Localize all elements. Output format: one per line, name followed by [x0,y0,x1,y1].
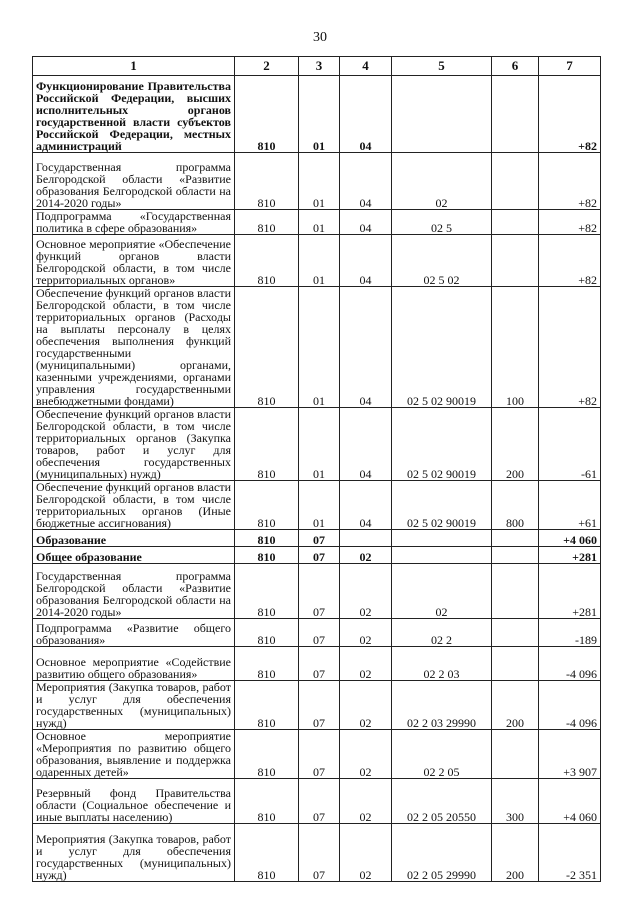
row-name: Образование [33,530,235,547]
table-row [33,779,601,824]
code-cell: 02 [340,619,392,647]
row-name: Общее образование [33,547,235,564]
column-header: 2 [235,57,299,76]
row-name: Мероприятия (Закупка товаров, работ и услуг для обеспечения государственных (муниципальных) нужд) [33,824,235,882]
code-cell [492,76,539,153]
row-name: Резервный фонд Правительства области (Социальное обеспечение и иные выплаты населению) [33,779,235,824]
column-header: 5 [392,57,492,76]
row-name: Функционирование Правительства Российской Федерации, высших исполнительных органов государственной власти субъектов Российской Федерации, местных администраций [33,76,235,153]
row-name: Подпрограмма «Развитие общего образования» [33,619,235,647]
amount-cell: -4 096 [539,681,601,730]
table-row [33,287,601,408]
table-row [33,547,601,564]
code-cell: 01 [299,76,340,153]
code-cell: 04 [340,210,392,235]
code-cell: 07 [299,530,340,547]
amount-cell: +281 [539,564,601,619]
row-name: Основное мероприятие «Обеспечение функций органов власти Белгородской области, в том числе территориальных органов» [33,235,235,287]
code-cell: 07 [299,564,340,619]
code-cell: 07 [299,647,340,681]
code-cell: 810 [235,408,299,481]
code-cell: 02 [340,681,392,730]
row-name: Государственная программа Белгородской области «Развитие образования Белгородской области на 2014-2020 годы» [33,153,235,210]
code-cell: 810 [235,647,299,681]
code-cell: 01 [299,481,340,530]
code-cell: 02 [340,564,392,619]
code-cell: 810 [235,564,299,619]
code-cell: 800 [492,481,539,530]
code-cell: 810 [235,619,299,647]
column-header: 6 [492,57,539,76]
code-cell [392,76,492,153]
code-cell: 02 2 03 29990 [392,681,492,730]
amount-cell: +4 060 [539,779,601,824]
code-cell: 02 [340,824,392,882]
code-cell: 02 [340,547,392,564]
table-row [33,235,601,287]
row-name: Мероприятия (Закупка товаров, работ и услуг для обеспечения государственных (муниципальных) нужд) [33,681,235,730]
code-cell: 04 [340,76,392,153]
code-cell: 07 [299,779,340,824]
table-row [33,824,601,882]
row-name: Обеспечение функций органов власти Белгородской области, в том числе территориальных органов (Закупка товаров, работ и услуг для обеспечения государственных (муниципальных) нужд) [33,408,235,481]
code-cell: 810 [235,681,299,730]
row-name: Основное мероприятие «Содействие развитию общего образования» [33,647,235,681]
code-cell: 02 2 05 [392,730,492,779]
amount-cell: +82 [539,235,601,287]
row-name: Обеспечение функций органов власти Белгородской области, в том числе территориальных органов (Расходы на выплаты персоналу в целях обеспечения выполнения функций государственными (муниципальными) органами, казенными учреждениями, органами управления государственными внебюджетными фондами) [33,287,235,408]
budget-table [32,56,601,882]
code-cell: 810 [235,481,299,530]
code-cell: 02 [340,647,392,681]
amount-cell: -2 351 [539,824,601,882]
code-cell: 810 [235,76,299,153]
code-cell: 02 [340,730,392,779]
code-cell: 07 [299,619,340,647]
code-cell: 01 [299,408,340,481]
amount-cell: -4 096 [539,647,601,681]
code-cell: 300 [492,779,539,824]
code-cell: 810 [235,210,299,235]
amount-cell: -61 [539,408,601,481]
amount-cell: +82 [539,287,601,408]
row-name: Обеспечение функций органов власти Белгородской области, в том числе территориальных органов (Иные бюджетные ассигнования) [33,481,235,530]
code-cell: 02 5 02 90019 [392,408,492,481]
code-cell: 02 5 02 [392,235,492,287]
amount-cell: +4 060 [539,530,601,547]
code-cell [492,153,539,210]
table-row [33,619,601,647]
amount-cell: +82 [539,76,601,153]
code-cell: 04 [340,408,392,481]
amount-cell: +82 [539,210,601,235]
code-cell: 02 5 [392,210,492,235]
amount-cell: +61 [539,481,601,530]
code-cell: 02 5 02 90019 [392,481,492,530]
code-cell: 07 [299,824,340,882]
table-body [33,76,601,882]
code-cell: 02 2 05 20550 [392,779,492,824]
page-number: 30 [313,30,327,45]
code-cell: 810 [235,547,299,564]
code-cell: 04 [340,153,392,210]
row-name: Подпрограмма «Государственная политика в сфере образования» [33,210,235,235]
code-cell: 02 2 05 29990 [392,824,492,882]
code-cell [492,564,539,619]
code-cell: 810 [235,153,299,210]
code-cell: 02 2 03 [392,647,492,681]
code-cell: 02 [392,564,492,619]
code-cell: 01 [299,210,340,235]
code-cell [392,530,492,547]
code-cell [340,530,392,547]
code-cell: 01 [299,287,340,408]
table-header [33,57,601,76]
table-row [33,481,601,530]
code-cell: 100 [492,287,539,408]
table-row [33,530,601,547]
code-cell: 02 5 02 90019 [392,287,492,408]
code-cell: 01 [299,235,340,287]
code-cell: 810 [235,779,299,824]
column-header: 3 [299,57,340,76]
amount-cell: -189 [539,619,601,647]
code-cell: 810 [235,824,299,882]
code-cell [492,530,539,547]
code-cell: 04 [340,481,392,530]
code-cell: 02 [392,153,492,210]
code-cell: 04 [340,235,392,287]
column-header: 7 [539,57,601,76]
code-cell [492,547,539,564]
code-cell: 07 [299,547,340,564]
amount-cell: +281 [539,547,601,564]
code-cell [492,210,539,235]
code-cell: 01 [299,153,340,210]
row-name: Государственная программа Белгородской области «Развитие образования Белгородской области на 2014-2020 годы» [33,564,235,619]
code-cell: 810 [235,730,299,779]
amount-cell: +82 [539,153,601,210]
column-header: 4 [340,57,392,76]
code-cell: 02 [340,779,392,824]
table-row [33,153,601,210]
code-cell [492,647,539,681]
table-row [33,76,601,153]
code-cell [492,235,539,287]
code-cell: 200 [492,408,539,481]
code-cell: 810 [235,235,299,287]
code-cell: 07 [299,681,340,730]
table-row [33,210,601,235]
code-cell: 200 [492,824,539,882]
row-name: Основное мероприятие «Мероприятия по развитию общего образования, выявление и поддержка одаренных детей» [33,730,235,779]
code-cell: 810 [235,530,299,547]
code-cell: 02 2 [392,619,492,647]
code-cell [492,619,539,647]
code-cell: 07 [299,730,340,779]
table-row [33,564,601,619]
code-cell: 200 [492,681,539,730]
code-cell: 04 [340,287,392,408]
table-row [33,408,601,481]
amount-cell: +3 907 [539,730,601,779]
code-cell [492,730,539,779]
table-row [33,730,601,779]
table-row [33,647,601,681]
code-cell [392,547,492,564]
code-cell: 810 [235,287,299,408]
table-row [33,681,601,730]
column-header: 1 [33,57,235,76]
